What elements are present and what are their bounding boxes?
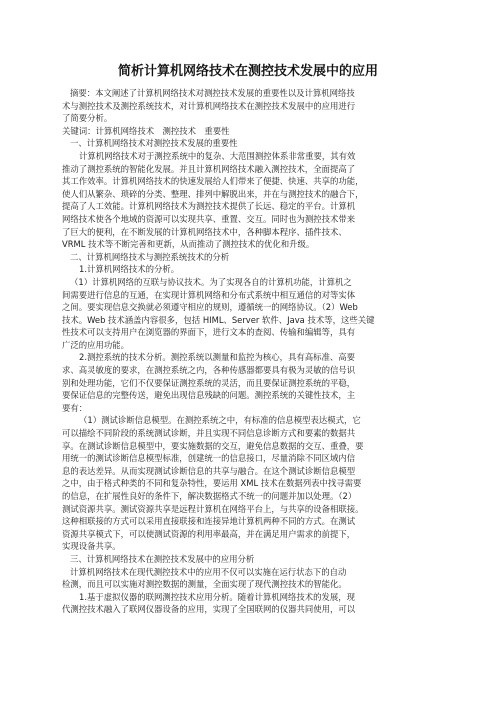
text-line: 代测控技术融入了联网仪器设备的应用，实现了全国联网的仪器共同使用，可以: [62, 604, 356, 615]
text-line: 享。在测试诊断信息模型中，要实施数据的交互，避免信息数据的交互、重叠，要: [62, 440, 364, 451]
text-line: 的信息，在扩展性良好的条件下，解决数据格式不统一的问题并加以处理。（2）: [62, 491, 357, 501]
text-line: 提高了人工效能。计算机网络技术为测控技术提供了长远、稳定的平台。计算机: [62, 201, 356, 212]
text-line: 用统一的测试诊断信息模型标准，创建统一的信息接口，尽量消除不同区域内信: [62, 453, 356, 464]
text-line: 别和处理功能，它们不仅要保证测控系统的灵活，而且要保证测控系统的平稳，: [62, 377, 356, 388]
text-line: 摘要：本文阐述了计算机网络技术对测控技术发展的重要性以及计算机网络技: [70, 88, 355, 98]
text-line: 性技术可以支持用户在浏览器的界面下，进行文本的查阅、传输和编辑等，具有: [62, 327, 356, 338]
text-line: 实现设备共享。: [62, 541, 121, 552]
text-line: 间需要进行信息的互通，在实现计算机网络和分布式系统中相互通信的对等实体: [62, 289, 356, 300]
text-line: 检测，而且可以实施对测控数据的测量，全面实现了现代测控技术的智能化。: [62, 579, 347, 590]
text-line: 推动了测控系统的智能化发展。并且计算机网络技术融入测控技术，全面提高了: [62, 163, 356, 174]
text-line: （1）计算机网络的互联与协议技术。为了实现各自的计算机功能，计算机之: [70, 276, 352, 287]
text-line: 广泛的应用功能。: [62, 339, 129, 350]
text-line: 1.基于虚拟仪器的联网测控技术应用分析。随着计算机网络技术的发展，现: [79, 591, 355, 602]
text-line: 了巨大的便利，在不断发展的计算机网络技术中，各种脚本程序、插件技术、: [62, 226, 347, 237]
text-line: 1.计算机网络技术的分析。: [79, 264, 180, 275]
text-line: 计算机网络技术在现代测控技术中的应用不仅可以实施在运行状态下的自动: [70, 566, 347, 577]
text-line: 网络技术使各个地域的资源可以实现共享、重置、交互。同时也为测控技术带来: [62, 213, 356, 224]
text-line: 息的表达差异。从而实现测试诊断信息的共享与融合。在这个测试诊断信息模型: [62, 465, 356, 476]
text-line: 要保证信息的完整传送，避免出现信息残缺的问题。测控系统的关键性技术，主: [62, 390, 356, 401]
text-line: 技术。Web 技术涵盖内容很多，包括 HIML、Server 软件、Java 技术等，这些关键: [62, 314, 375, 325]
text-line: 了简要分析。: [62, 113, 113, 124]
text-line: 可以描绘不同阶段的系统测试诊断，并且实现不同信息诊断方式和要素的数据共: [62, 428, 356, 439]
text-line: 这种相联接的方式可以采用直接联接和连接异地计算机两种不同的方式。在测试: [62, 516, 356, 527]
text-line: 资源共享模式下，可以使测试资源的利用率最高，并在满足用户需求的前提下，: [62, 528, 356, 539]
text-line: 要有：: [62, 402, 88, 413]
text-line: 使人们从繁杂、琐碎的分类、整理、排列中解脱出来，并在与测控技术的融合下，: [62, 188, 364, 199]
text-line: 其工作效率。计算机网络技术的快速发展给人们带来了便捷、快速、共享的功能，: [62, 176, 364, 187]
text-line: 2.测控系统的技术分析。测控系统以测量和监控为核心，具有高标准、高要: [79, 352, 355, 363]
text-line: VRML 技术等不断完善和更新，从而推动了测控技术的优化和升级。: [62, 239, 315, 250]
text-line: 之中，由于格式种类的不同和复杂特性，要运用 XML 技术在数据列表中找寻需要: [62, 478, 362, 489]
document-title: 简析计算机网络技术在测控技术发展中的应用: [117, 64, 378, 79]
document-body: [62, 87, 448, 616]
text-line: （1）测试诊断信息模型。在测控系统之中，有标准的信息模型表达模式，它: [79, 415, 361, 426]
text-line: 术与测控技术及测控系统技术，对计算机网络技术在测控技术发展中的应用进行: [62, 100, 356, 111]
text-line: 关键词：计算机网络技术 测控技术 重要性: [62, 125, 230, 136]
text-line: 三、计算机网络技术在测控技术发展中的应用分析: [70, 553, 255, 564]
text-line: 求、高灵敏度的要求，在测控系统之内，各种传感器都要具有极为灵敏的信号识: [62, 365, 356, 376]
text-line: 计算机网络技术对于测控系统中的复杂、大范围测控体系非常重要，其有效: [79, 150, 356, 161]
text-line: 测试资源共享。测试资源共享是远程计算机在网络平台上，与共享的设备相联接。: [62, 503, 364, 514]
text-line: 一、计算机网络技术对测控技术发展的重要性: [70, 138, 238, 149]
text-line: 之间。要实现信息交换就必须遵守相应的规则，遵循统一的网络协议。（2）Web: [62, 302, 358, 313]
text-line: 二、计算机网络技术与测控系统技术的分析: [70, 251, 230, 262]
